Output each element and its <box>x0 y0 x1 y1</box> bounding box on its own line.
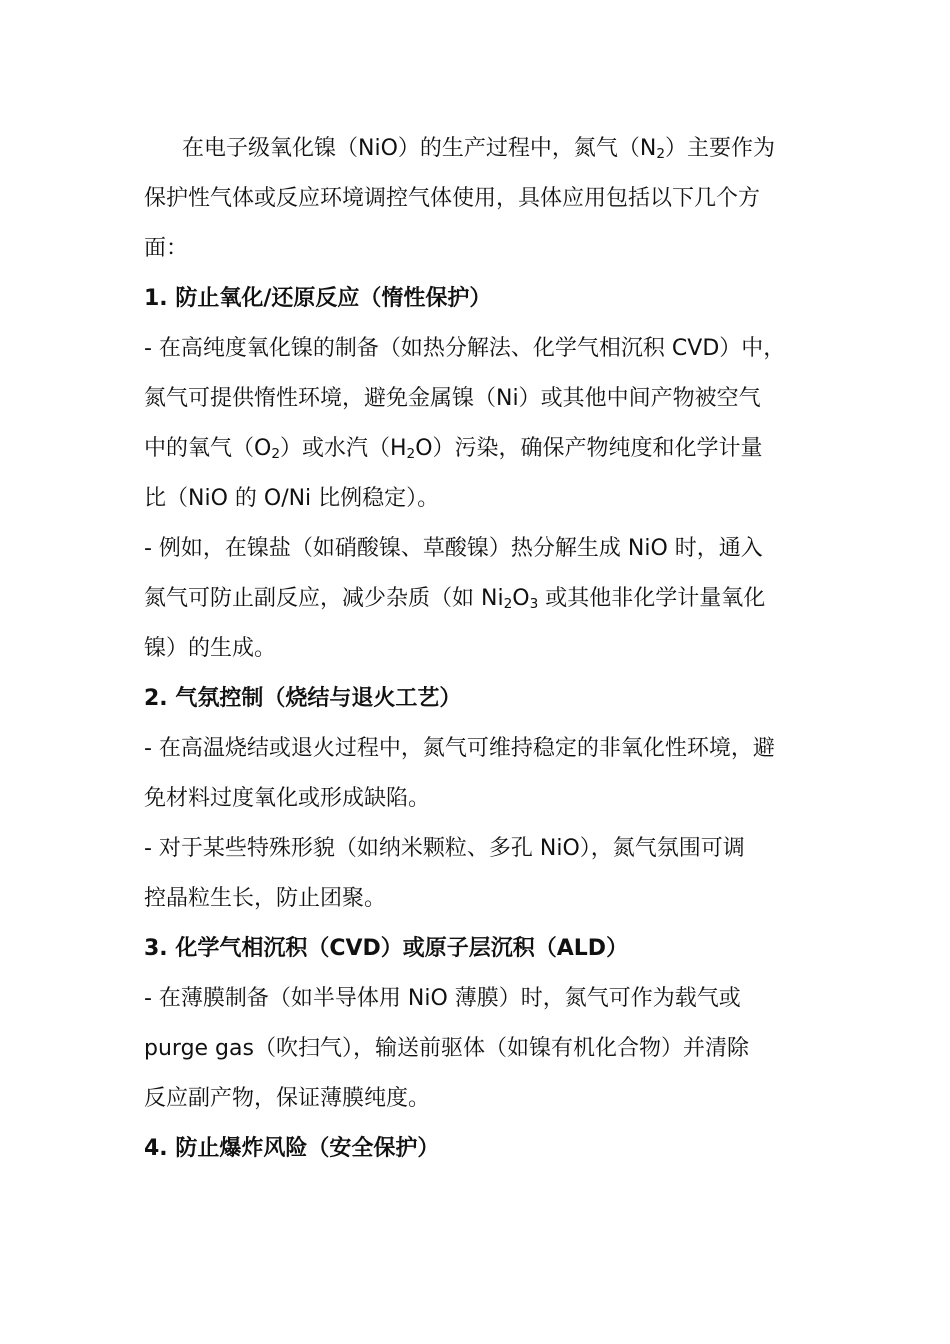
subscript: 2 <box>271 446 280 462</box>
text-run: 或其他非化学计量氧化 <box>538 586 766 611</box>
section-2-paragraph-2-line-2: 控晶粒生长，防止团聚。 <box>144 886 387 911</box>
section-1-paragraph-1-line-3 <box>144 424 814 474</box>
text-run: O <box>512 586 530 611</box>
section-2-paragraph-1-line-2: 免材料过度氧化或形成缺陷。 <box>144 786 431 811</box>
section-1-paragraph-2-line-1: - 例如，在镍盐（如硝酸镍、草酸镍）热分解生成 NiO 时，通入 <box>144 536 763 561</box>
text-run: 氮气可防止副反应，减少杂质（如 Ni <box>144 586 504 611</box>
document-body <box>144 124 814 1174</box>
section-3-paragraph-1-line-2: purge gas（吹扫气），输送前驱体（如镍有机化合物）并清除 <box>144 1036 749 1061</box>
section-1-paragraph-1-line-1: - 在高纯度氧化镍的制备（如热分解法、化学气相沉积 CVD）中， <box>144 336 786 361</box>
section-1-paragraph-1-line-4: 比（NiO 的 O/Ni 比例稳定）。 <box>144 486 440 511</box>
section-3-heading: 3. 化学气相沉积（CVD）或原子层沉积（ALD） <box>144 936 629 961</box>
subscript: 2 <box>503 596 513 612</box>
section-1-paragraph-1-line-2: 氮气可提供惰性环境，避免金属镍（Ni）或其他中间产物被空气 <box>144 386 761 411</box>
section-3-paragraph-1-line-3: 反应副产物，保证薄膜纯度。 <box>144 1086 431 1111</box>
intro-line-3: 面： <box>144 236 189 261</box>
text-run: ）或水汽（H <box>280 436 407 461</box>
text-run: 在电子级氧化镍（NiO）的生产过程中，氮气（N <box>182 136 657 161</box>
text-run: 中的氧气（O <box>144 436 272 461</box>
section-2-paragraph-2-line-1: - 对于某些特殊形貌（如纳米颗粒、多孔 NiO），氮气氛围可调 <box>144 836 745 861</box>
subscript: 2 <box>406 446 416 462</box>
section-1-paragraph-2-line-2 <box>144 574 814 624</box>
text-run: O）污染，确保产物纯度和化学计量 <box>415 436 763 461</box>
intro-line-1 <box>144 124 814 174</box>
section-2-paragraph-1-line-1: - 在高温烧结或退火过程中，氮气可维持稳定的非氧化性环境，避 <box>144 736 775 761</box>
section-3-paragraph-1-line-1: - 在薄膜制备（如半导体用 NiO 薄膜）时，氮气可作为载气或 <box>144 986 741 1011</box>
subscript: 2 <box>656 146 666 162</box>
text-run: ）主要作为 <box>665 136 776 161</box>
intro-line-2: 保护性气体或反应环境调控气体使用，具体应用包括以下几个方 <box>144 186 761 211</box>
section-1-paragraph-2-line-3: 镍）的生成。 <box>144 636 277 661</box>
section-2-heading: 2. 气氛控制（烧结与退火工艺） <box>144 686 462 711</box>
section-4-heading: 4. 防止爆炸风险（安全保护） <box>144 1136 440 1161</box>
section-1-heading: 1. 防止氧化/还原反应（惰性保护） <box>144 286 492 311</box>
subscript: 3 <box>529 596 539 612</box>
